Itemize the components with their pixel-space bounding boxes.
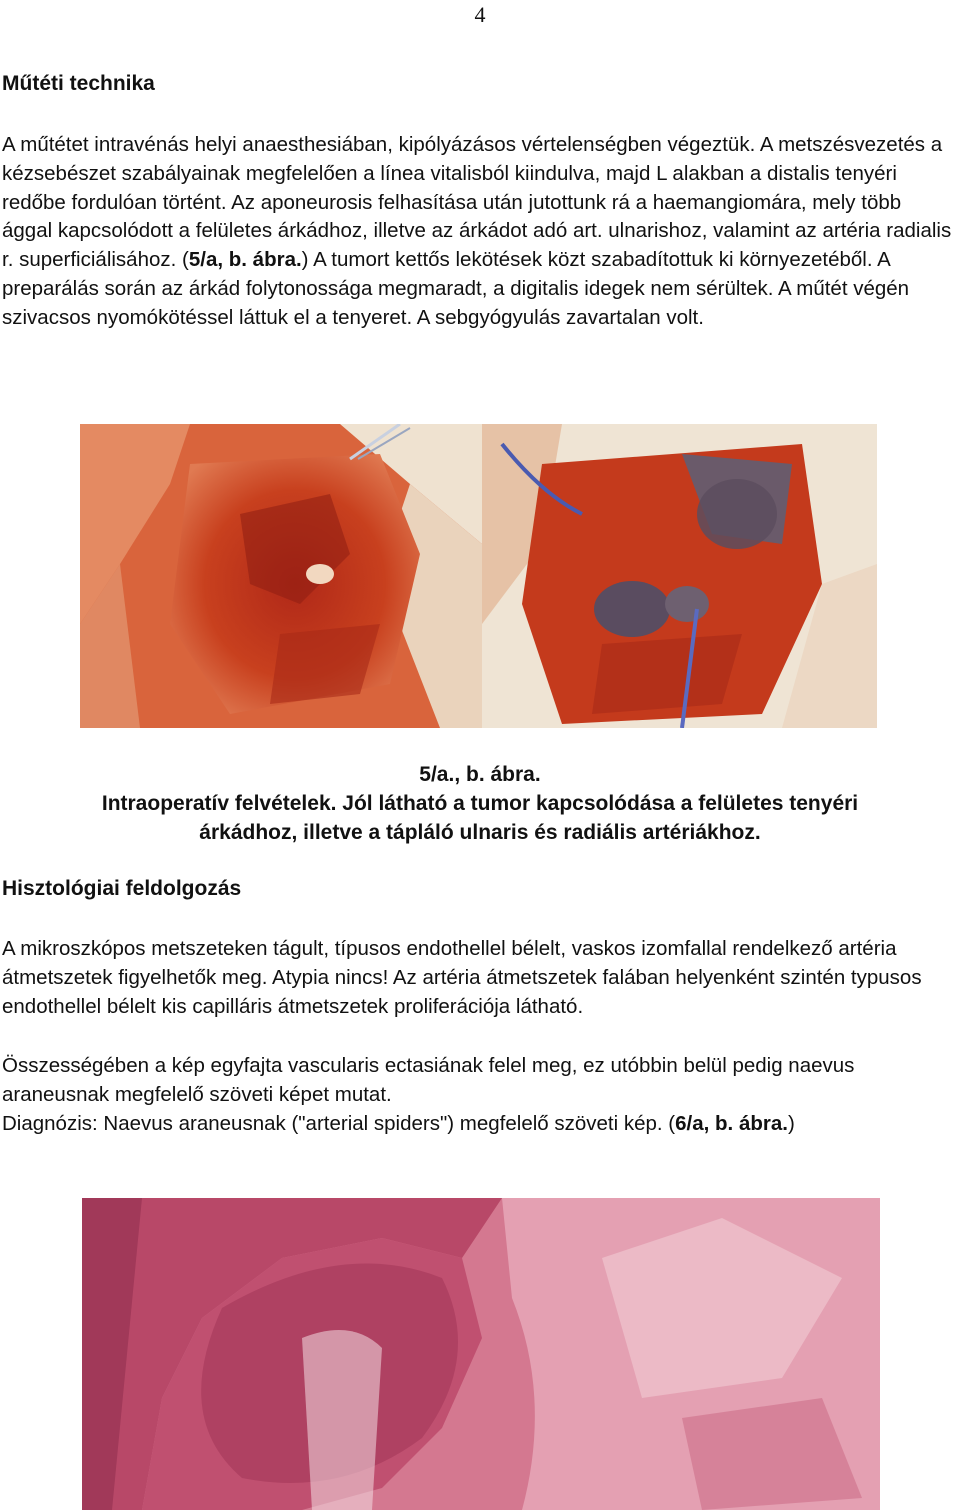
figure-5b-photo — [482, 424, 877, 728]
paragraph-text: ) A tumort kettős lekötések közt szabadítottuk ki környezetéből. A preparálás során az árkád folytonossága megmaradt, a digitalis idegek nem sérültek. A műtét végén szivacsos nyomókötéssel láttuk el a tenyeret. A sebgyógyulás zavartalan volt. — [2, 248, 910, 329]
figure-reference: 6/a, b. ábra. — [675, 1112, 788, 1135]
figure-6a-image — [82, 1198, 880, 1510]
figure-5a-image — [80, 424, 482, 728]
section-heading-histology: Hisztológiai feldolgozás — [2, 877, 242, 900]
page-number: 4 — [474, 2, 486, 27]
figure-5-caption-line-2: árkádhoz, illetve a tápláló ulnaris és radiális artériákhoz. — [199, 821, 761, 844]
histology-paragraph-2: Összességében a kép egyfajta vascularis ectasiának felel meg, ez utóbbin belül pedig naevus araneusnak megfelelő szöveti képet mutat. — [2, 1054, 855, 1106]
figure-5-caption — [0, 760, 960, 847]
diagnosis-paragraph — [2, 1110, 956, 1139]
histology-paragraph-1: A mikroszkópos metszeteken tágult, típusos endothellel bélelt, vaskos izomfallal rendelkező artéria átmetszetek figyelhetők meg. Atypia nincs! Az artéria átmetszetek falában helyenként szintén typusos endothellel bélelt kis capilláris átmetszetek proliferációja látható. — [2, 937, 922, 1018]
figure-5a-photo — [80, 424, 482, 728]
figure-5b-image — [482, 424, 877, 728]
section-heading-surgical-technique: Műtéti technika — [2, 72, 155, 95]
paragraph-text: ) — [787, 1112, 795, 1135]
figure-5-caption-line-1: Intraoperatív felvételek. Jól látható a tumor kapcsolódása a felületes tenyéri — [101, 792, 859, 815]
surgical-technique-paragraph — [2, 131, 956, 333]
paragraph-text: A műtétet intravénás helyi anaesthesiában, kipólyázásos vértelenségben végeztük. A metszésvezetés a kézsebészet szabályainak megfelelően a línea vitalisból kiindulva, majd L alakban a distalis tenyéri redőbe fordulóan történt. Az aponeurosis felhasítása után jutottunk rá a haemangiomára, mely több ággal kapcsolódott a felületes árkádhoz, illetve az árkádot adó art. ulnarishoz, valamint az artéria radialis r. superficiálisához. ( — [2, 133, 952, 272]
figure-6a-photo — [82, 1198, 880, 1510]
figure-reference: 5/a, b. ábra. — [188, 248, 302, 272]
figure-5-label: 5/a., b. ábra. — [419, 763, 541, 786]
paragraph-text: Diagnózis: Naevus araneusnak ("arterial spiders") megfelelő szöveti kép. ( — [2, 1112, 676, 1135]
